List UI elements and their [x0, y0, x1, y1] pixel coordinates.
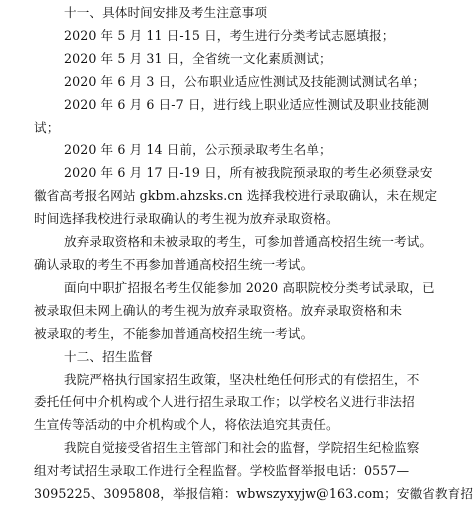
- section-11-heading: 十一、具体时间安排及考生注意事项: [64, 5, 268, 20]
- notice-paragraph-2-cont-2: 被录取的考生，不能参加普通高校招生统一考试。: [34, 325, 314, 341]
- supervision-paragraph-2: 我院自觉接受省招生主管部门和社会的监督，学院招生纪检监察: [64, 440, 420, 456]
- schedule-line-6-cont-2: 时间选择我校进行录取确认的考生视为放弃录取资格。: [34, 211, 339, 227]
- schedule-line-6-cont-1: 徽省高考报名网站 gkbm.ahzsks.cn 选择我校进行录取确认，未在规定: [34, 188, 438, 204]
- schedule-line-1: 2020 年 5 月 11 日-15 日，考生进行分类考试志愿填报；: [64, 27, 395, 43]
- supervision-paragraph-2-cont-2: 3095225、3095808，举报信箱：wbwszyxyjw@163.com；安徽省教育招: [34, 486, 473, 502]
- schedule-line-3: 2020 年 6 月 3 日，公布职业适应性测试及技能测试测试名单；: [64, 73, 426, 89]
- schedule-line-4: 2020 年 6 月 6 日-7 日，进行线上职业适应性测试及职业技能测: [64, 96, 430, 112]
- schedule-line-4-cont: 试；: [34, 119, 60, 135]
- section-12-heading: 十二、招生监督: [64, 348, 153, 364]
- notice-paragraph-1-cont: 确认录取的考生不再参加普通高校招生统一考试。: [34, 256, 314, 272]
- notice-paragraph-2-cont-1: 被录取但未网上确认的考生视为放弃录取资格。放弃录取资格和未: [34, 302, 403, 318]
- supervision-paragraph-1-cont-2: 生宣传等活动的中介机构或个人，将依法追究其责任。: [34, 417, 339, 433]
- supervision-paragraph-1: 我院严格执行国家招生政策，坚决杜绝任何形式的有偿招生，不: [64, 371, 420, 387]
- supervision-paragraph-1-cont-1: 委托任何中介机构或个人进行招生录取工作；以学校名义进行非法招: [34, 394, 415, 410]
- notice-paragraph-1: 放弃录取资格和未被录取的考生，可参加普通高校招生统一考试。: [64, 234, 433, 250]
- schedule-line-2: 2020 年 5 月 31 日，全省统一文化素质测试；: [64, 50, 332, 66]
- schedule-line-5: 2020 年 6 月 14 日前，公示预录取考生名单；: [64, 142, 332, 158]
- supervision-paragraph-2-cont-1: 组对考试招生录取工作进行全程监督。学校监督举报电话：0557—: [34, 463, 410, 479]
- notice-paragraph-2: 面向中职扩招报名考生仅能参加 2020 高职院校分类考试录取，已: [64, 279, 435, 295]
- schedule-line-6: 2020 年 6 月 17 日-19 日，所有被我院预录取的考生必须登录安: [64, 165, 433, 181]
